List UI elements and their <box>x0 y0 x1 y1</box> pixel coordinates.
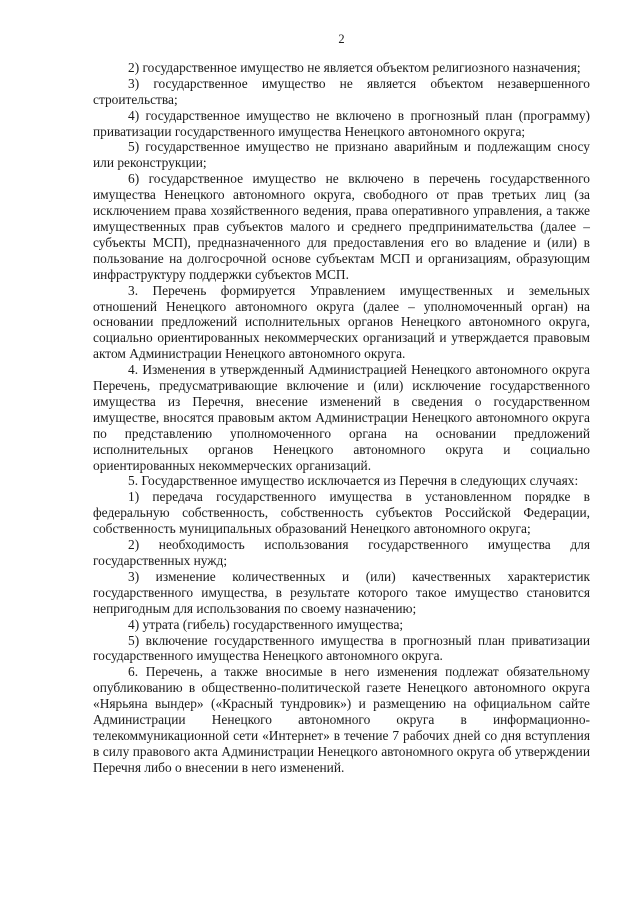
section-3-list-formation: 3. Перечень формируется Управлением имущественных и земельных отношений Ненецкого автономного округа (далее – уполномоченный орган) на основании предложений исполнительных органов Ненецкого автономного округа, социально ориентированных некоммерческих организаций и утверждается правовым актом Администрации Ненецкого автономного округа. <box>93 282 590 362</box>
exclusion-item-3: 3) изменение количественных и (или) качественных характеристик государственного имущества, в результате которого такое имущество становится непригодным для использования по своему назначению; <box>93 568 590 616</box>
item-3-unfinished-construction: 3) государственное имущество не является объектом незавершенного строительства; <box>93 75 590 107</box>
item-6-msp-list: 6) государственное имущество не включено в перечень государственного имущества Ненецкого автономного округа, свободного от прав третьих лиц (за исключением права хозяйственного ведения, права оперативного управления, а также имущественных прав субъектов малого и среднего предпринимательства (далее – субъекты МСП), предназначенного для предоставления его во владение и (или) в пользование на долгосрочной основе субъектам МСП и организациям, образующим инфраструктуру поддержки субъектов МСП. <box>93 171 590 282</box>
page-number: 2 <box>338 32 345 46</box>
item-2-religious: 2) государственное имущество не является объектом религиозного назначения; <box>128 59 581 75</box>
section-4-amendments: 4. Изменения в утвержденный Администрацией Ненецкого автономного округа Перечень, предусматривающие включение и (или) исключение государственного имущества из Перечня, внесение изменений в сведения о государственном имуществе, вносятся правовым актом Администрации Ненецкого автономного округа по представлению уполномоченного органа на основании предложений исполнительных органов Ненецкого автономного округа и социально ориентированных некоммерческих организаций. <box>93 362 590 473</box>
exclusion-item-5: 5) включение государственного имущества в прогнозный план приватизации государственного имущества Ненецкого автономного округа. <box>93 632 590 664</box>
section-6-publication: 6. Перечень, а также вносимые в него изменения подлежат обязательному опубликованию в общественно-политической газете Ненецкого автономного округа «Нярьяна вындер» («Красный тундровик») и размещению на официальном сайте Администрации Ненецкого автономного округа в информационно-телекоммуникационной сети «Интернет» в течение 7 рабочих дней со дня вступления в силу правового акта Администрации Ненецкого автономного округа об утверждении Перечня либо о внесении в него изменений. <box>93 664 590 775</box>
item-4-privatization-plan: 4) государственное имущество не включено в прогнозный план (программу) приватизации государственного имущества Ненецкого автономного округа; <box>93 107 590 139</box>
item-5-emergency: 5) государственное имущество не признано аварийным и подлежащим сносу или реконструкции; <box>93 139 590 171</box>
section-5-exclusion: 5. Государственное имущество исключается из Перечня в следующих случаях: <box>128 473 579 489</box>
exclusion-item-2: 2) необходимость использования государственного имущества для государственных нужд; <box>93 537 590 568</box>
exclusion-item-1: 1) передача государственного имущества в установленном порядке в федеральную собственность, собственность субъектов Российской Федерации, собственность муниципальных образований Ненецкого автономного округа; <box>93 489 590 537</box>
document-body <box>93 60 590 776</box>
exclusion-item-4: 4) утрата (гибель) государственного имущества; <box>128 616 404 632</box>
